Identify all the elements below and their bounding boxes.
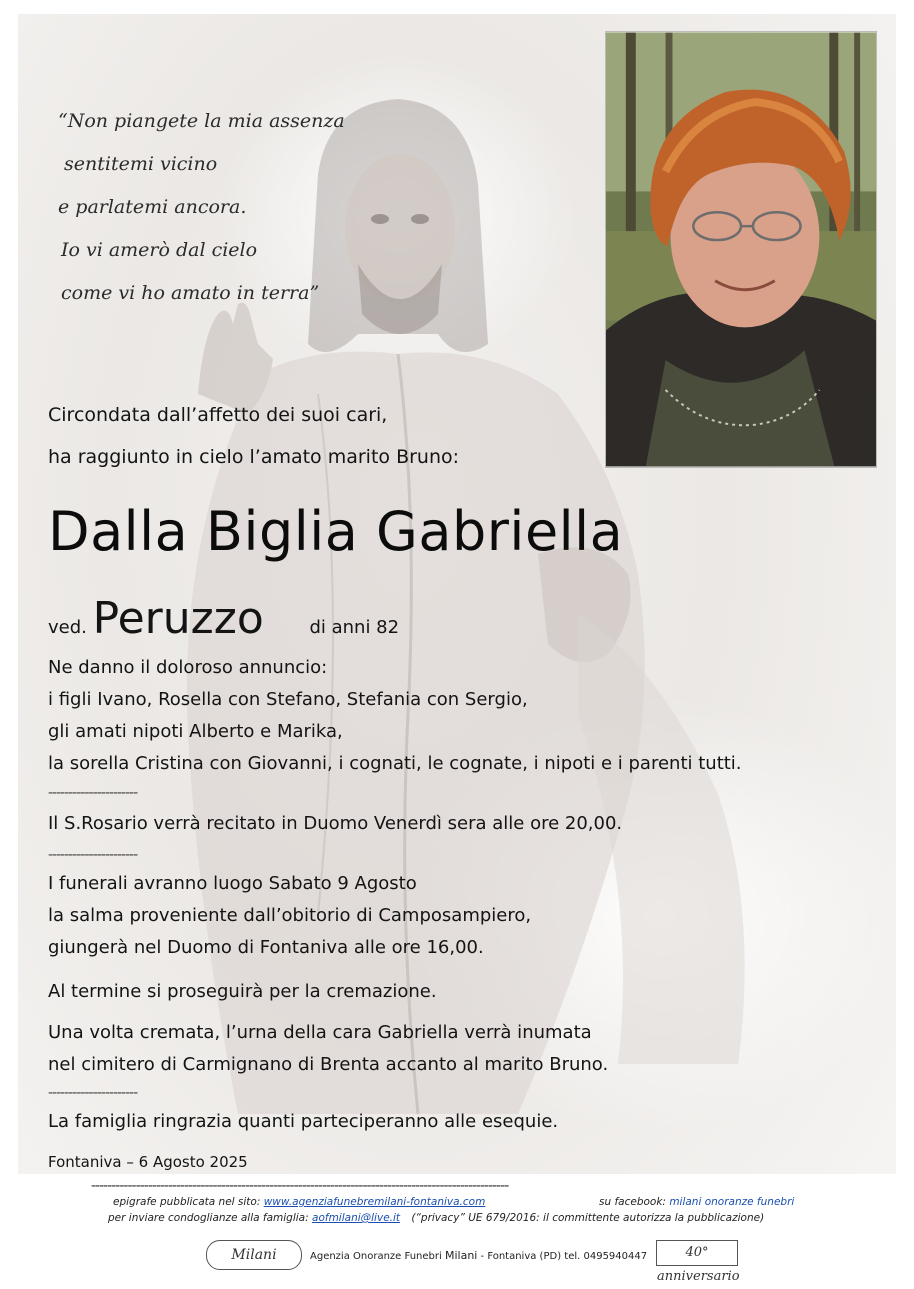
intro-line: ha raggiunto in cielo l’amato marito Bruno:: [48, 446, 460, 468]
quote-line: Io vi amerò dal cielo: [61, 239, 258, 261]
condolences-email-link[interactable]: aofmilani@live.it: [312, 1212, 401, 1224]
facebook-label: su facebook:: [599, 1196, 666, 1208]
facebook-link[interactable]: milani onoranze funebri: [669, 1196, 795, 1208]
agency-line: [310, 1249, 647, 1262]
announcement-line: gli amati nipoti Alberto e Marika,: [48, 721, 343, 742]
condolences-line: [108, 1212, 764, 1224]
urn-block: [48, 1017, 608, 1081]
footer-dashes: -------------------------------------------------------------------------------------------------------: [91, 1178, 509, 1194]
widow-prefix: ved.: [48, 617, 87, 638]
agency-logo: Milani: [206, 1240, 302, 1270]
website-link[interactable]: www.agenziafunebremilani-fontaniva.com: [263, 1196, 486, 1208]
separator: ----------------------: [48, 785, 138, 801]
funeral-line: la salma proveniente dall’obitorio di Camposampiero,: [48, 905, 532, 926]
urn-line: Una volta cremata, l’urna della cara Gabriella verrà inumata: [48, 1022, 592, 1043]
widow-line: [48, 594, 399, 653]
intro-line: Circondata dall’affetto dei suoi cari,: [48, 404, 388, 426]
funeral-line: I funerali avranno luogo Sabato 9 Agosto: [48, 873, 417, 894]
obituary-sheet: [18, 14, 896, 1284]
urn-line: nel cimitero di Carmignano di Brenta accanto al marito Bruno.: [48, 1054, 609, 1075]
agency-suffix: - Fontaniva (PD) tel. 0495940447: [480, 1251, 648, 1262]
quote-line: e parlatemi ancora.: [58, 196, 247, 218]
announcement-line: Ne danno il doloroso annuncio:: [48, 657, 328, 678]
age-label: di anni 82: [309, 617, 400, 638]
epigraph-quote: [58, 100, 378, 315]
announcement-line: i figli Ivano, Rosella con Stefano, Stefania con Sergio,: [48, 689, 528, 710]
facebook-line: [599, 1196, 794, 1208]
funeral-line: giungerà nel Duomo di Fontaniva alle ore 16,00.: [48, 937, 484, 958]
privacy-note: (“privacy” UE 679/2016: il committente autorizza la pubblicazione): [411, 1212, 765, 1224]
condolences-label: per inviare condoglianze alla famiglia:: [108, 1212, 309, 1224]
funeral-block: [48, 868, 531, 964]
cremation-text: Al termine si proseguirà per la cremazione.: [48, 981, 437, 1002]
deceased-photo: [605, 31, 877, 468]
quote-line: “Non piangete la mia assenza: [58, 110, 345, 132]
separator: ----------------------: [48, 1085, 138, 1101]
anniversary-badge: 40° anniversario: [656, 1240, 738, 1266]
quote-line: sentitemi vicino: [64, 153, 218, 175]
place-date: Fontaniva – 6 Agosto 2025: [48, 1153, 248, 1171]
footer: [18, 1174, 896, 1284]
intro-text: [48, 394, 459, 478]
announcement-line: la sorella Cristina con Giovanni, i cognati, le cognate, i nipoti e i parenti tutti.: [48, 753, 742, 774]
deceased-name: Dalla Biglia Gabriella: [48, 500, 624, 563]
separator: ----------------------: [48, 847, 138, 863]
agency-prefix: Agenzia Onoranze Funebri: [310, 1251, 442, 1262]
announcement-block: [48, 652, 742, 780]
thanks-text: La famiglia ringrazia quanti parteciperanno alle esequie.: [48, 1111, 559, 1132]
rosary-text: Il S.Rosario verrà recitato in Duomo Venerdì sera alle ore 20,00.: [48, 813, 623, 834]
quote-line: come vi ho amato in terra”: [61, 282, 320, 304]
published-label: epigrafe pubblicata nel sito:: [113, 1196, 261, 1208]
published-line: [113, 1196, 485, 1208]
agency-name: Milani: [444, 1249, 478, 1262]
widow-surname: Peruzzo: [92, 593, 264, 644]
